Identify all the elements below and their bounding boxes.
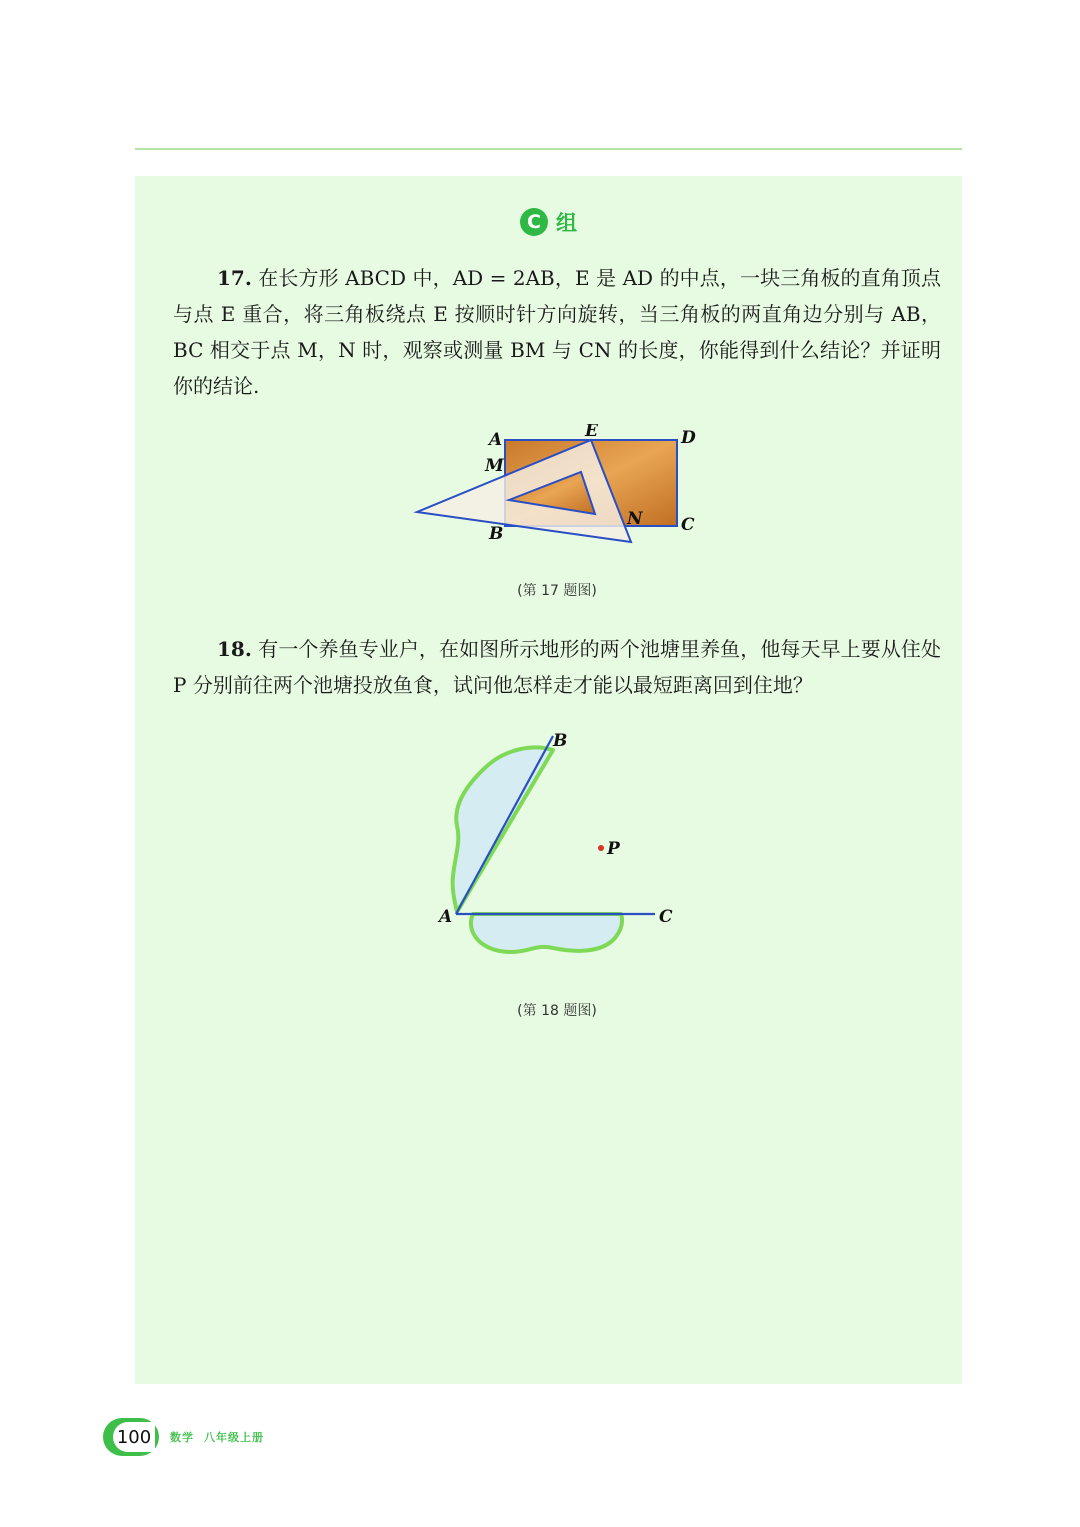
top-rule (135, 148, 962, 150)
point-P (598, 845, 604, 851)
page-number: 100 (113, 1422, 155, 1452)
label-M: M (485, 456, 504, 476)
footer-subject: 数学 (170, 1431, 194, 1444)
label-B: B (489, 524, 504, 544)
label-C: C (681, 515, 695, 535)
problem-18-number: 18. (217, 637, 252, 661)
label-A: A (489, 430, 503, 450)
problem-17-text: 在长方形 ABCD 中，AD = 2AB，E 是 AD 的中点，一块三角板的直角顶点与点 E 重合，将三角板绕点 E 按顺时针方向旋转，当三角板的两直角边分别与 AB，BC 相交于点 M，N 时，观察或测量 BM 与 CN 的长度，你能得到什么结论？并证明你的结论. (173, 266, 941, 398)
group-c-badge: C (520, 208, 548, 236)
page-number-badge (103, 1418, 159, 1456)
label-E: E (585, 424, 598, 441)
label-D: D (681, 428, 696, 448)
group-label: 组 (556, 211, 577, 235)
label-N: N (627, 509, 643, 529)
problem-18-text: 有一个养鱼专业户，在如图所示地形的两个池塘里养鱼，他每天早上要从住处 P 分别前往两个池塘投放鱼食，试问他怎样走才能以最短距离回到住地？ (173, 637, 942, 697)
pond-lower (471, 914, 622, 952)
caption-18: (第 18 题图) (517, 1003, 597, 1019)
section-header (135, 204, 962, 240)
label-A: A (439, 907, 453, 927)
footer-book: 八年级上册 (204, 1431, 264, 1444)
label-B: B (553, 731, 568, 751)
label-C: C (659, 907, 673, 927)
running-footer (170, 1429, 274, 1445)
problem-17 (173, 260, 941, 404)
caption-17: (第 17 题图) (517, 583, 597, 599)
figure-17 (405, 424, 725, 554)
problem-17-number: 17. (217, 266, 252, 290)
figure-18 (425, 726, 685, 986)
label-P: P (607, 839, 620, 859)
problem-18 (173, 631, 941, 703)
exercise-panel (135, 176, 962, 1384)
